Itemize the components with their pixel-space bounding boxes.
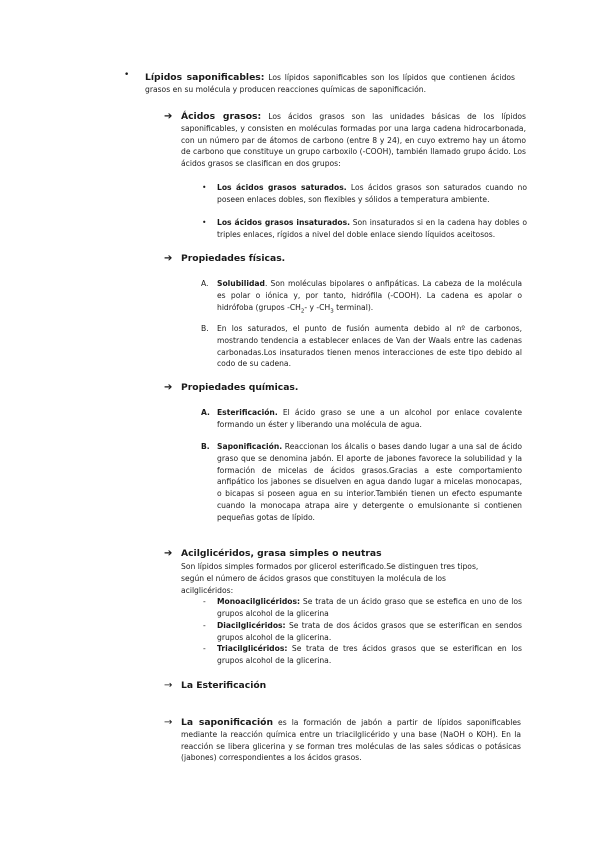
insaturados-title: Los ácidos grasos insaturados. bbox=[217, 218, 350, 227]
esterificacion-item-text: El ácido graso se une a un alcohol por enlace covalente formando un éster y liberando una molécula de agua. bbox=[217, 408, 522, 429]
saponificacion-item-text: Reaccionan los álcalis o bases dando lugar a una sal de ácido graso que se denomina jabón. El aporte de jabones favorece la solubilidad y la formación de micelas de ácidos grasos.Gracias a este comportamiento anfipático los jabones se disuelven en agua dando lugar a micelas monocapas, o bicapas si poseen agua en su interior.También tienen un efecto espumante cuando la monocapa atrapa aire y detergente o emulsionante si contienen pequeñas gotas de lípido. bbox=[217, 442, 522, 522]
saturados-text: Los ácidos grasos son saturados cuando no poseen enlaces dobles, son flexibles y sólidos a temperatura ambiente. bbox=[217, 183, 527, 204]
bullet-icon: • bbox=[124, 70, 130, 80]
esterificacion-item-title: Esterificación. bbox=[217, 408, 278, 417]
lipidos-title: Lípidos saponificables: bbox=[145, 72, 265, 83]
di-title: Diacilglicéridos: bbox=[217, 621, 286, 630]
arrow-icon: ➔ bbox=[164, 111, 173, 122]
solubilidad-text-1: . Son moléculas bipolares o anfipáticas. La cabeza de la molécula es polar o iónica y, por tanto, hidrófila (-COOH). La cadena es apolar o hidrófoba (grupos -CH bbox=[217, 279, 522, 312]
di-text: Se trata de dos ácidos grasos que se esterifican en sendos grupos alcohol de la glicerina. bbox=[217, 621, 522, 642]
quimicas-title: Propiedades químicas. bbox=[181, 382, 299, 393]
acidos-grasos-text: Los ácidos grasos son las unidades básicas de los lípidos saponificables, y consisten en moléculas formadas por una larga cadena hidrocarbonada, con un número par de átomos de carbono (entre 8 y 24), en cuyo extremo hay un átomo de carbono que constituye un grupo carboxilo (-COOH), también llamado grupo ácido. Los ácidos grasos se clasifican en dos grupos: bbox=[181, 112, 526, 169]
subscript: 2 bbox=[300, 308, 305, 315]
fusion-text: En los saturados, el punto de fusión aumenta debido al nº de carbonos, mostrando tendencia a establecer enlaces de Van der Waals entre las cadenas carbonadas.Los insaturados tienen menos interacciones de este tipo debido al codo de su cadena. bbox=[217, 324, 522, 369]
di-item bbox=[217, 620, 522, 644]
saponificacion-item-title: Saponificación. bbox=[217, 442, 283, 451]
fisicas-b-letter: B. bbox=[201, 324, 209, 333]
tri-title: Triacilglicéridos: bbox=[217, 644, 288, 653]
acilgliceridos-title: Acilglicéridos, grasa simples o neutras bbox=[181, 548, 382, 559]
lipidos-paragraph bbox=[145, 72, 515, 96]
dash-marker: - bbox=[203, 621, 206, 630]
fisicas-a-letter: A. bbox=[201, 279, 209, 288]
arrow-icon: → bbox=[164, 717, 173, 728]
arrow-icon: ➔ bbox=[164, 548, 173, 559]
dash-marker: - bbox=[203, 644, 206, 653]
arrow-icon: → bbox=[164, 680, 173, 691]
arrow-icon: ➔ bbox=[164, 382, 173, 393]
acidos-grasos-paragraph bbox=[181, 111, 526, 170]
arrow-icon: ➔ bbox=[164, 253, 173, 264]
fisicas-title: Propiedades físicas. bbox=[181, 253, 286, 264]
quimicas-a-letter: A. bbox=[201, 408, 210, 417]
solubilidad-item bbox=[217, 278, 522, 313]
saponificacion-paragraph bbox=[181, 717, 521, 764]
solubilidad-title: Solubilidad bbox=[217, 279, 265, 288]
esterificacion-item bbox=[217, 407, 522, 431]
mono-item bbox=[217, 596, 522, 620]
bullet-icon: • bbox=[202, 218, 207, 227]
dash-marker: - bbox=[203, 597, 206, 606]
insaturados-item bbox=[217, 217, 527, 241]
saponificacion-text: es la formación de jabón a partir de lípidos saponificables mediante la reacción química entre un triacilglicérido y una base (NaOH o KOH). En la reacción se libera glicerina y se forman tres moléculas de las sales sódicas o potásicas (jabones) correspondientes a los ácidos grasos. bbox=[181, 718, 521, 763]
acidos-grasos-title: Ácidos grasos: bbox=[181, 111, 262, 122]
tri-text: Se trata de tres ácidos grasos que se esterifican en los grupos alcohol de la glicerina. bbox=[217, 644, 522, 665]
subscript: 3 bbox=[330, 308, 334, 315]
saponificacion-item bbox=[217, 441, 522, 524]
saponificacion-heading: La saponificación bbox=[181, 717, 274, 728]
lipidos-text: Los lípidos saponificables son los lípidos que contienen ácidos grasos en su molécula y producen reacciones químicas de saponificación. bbox=[145, 73, 515, 94]
esterificacion-heading: La Esterificación bbox=[181, 680, 267, 691]
solubilidad-text-2: - y -CH bbox=[304, 302, 331, 312]
quimicas-b-letter: B. bbox=[201, 442, 210, 451]
saturados-title: Los ácidos grasos saturados. bbox=[217, 183, 347, 192]
mono-text: Se trata de un ácido graso que se estefica en uno de los grupos alcohol de la glicerina bbox=[217, 597, 522, 618]
insaturados-text: Son insaturados si en la cadena hay dobles o triples enlaces, rígidos a nivel del doble enlace siendo líquidos aceitosos. bbox=[217, 218, 527, 239]
acilgliceridos-text: Son lípidos simples formados por glicerol esterificado.Se distinguen tres tipos, según el número de ácidos grasos que constituyen la molécula de los acilglicéridos: bbox=[181, 562, 479, 595]
saturados-item bbox=[217, 182, 527, 206]
mono-title: Monoacilglicéridos: bbox=[217, 597, 301, 606]
bullet-icon: • bbox=[202, 183, 207, 192]
tri-item bbox=[217, 643, 522, 667]
fusion-item bbox=[217, 323, 522, 370]
solubilidad-text-3: terminal). bbox=[333, 302, 374, 312]
